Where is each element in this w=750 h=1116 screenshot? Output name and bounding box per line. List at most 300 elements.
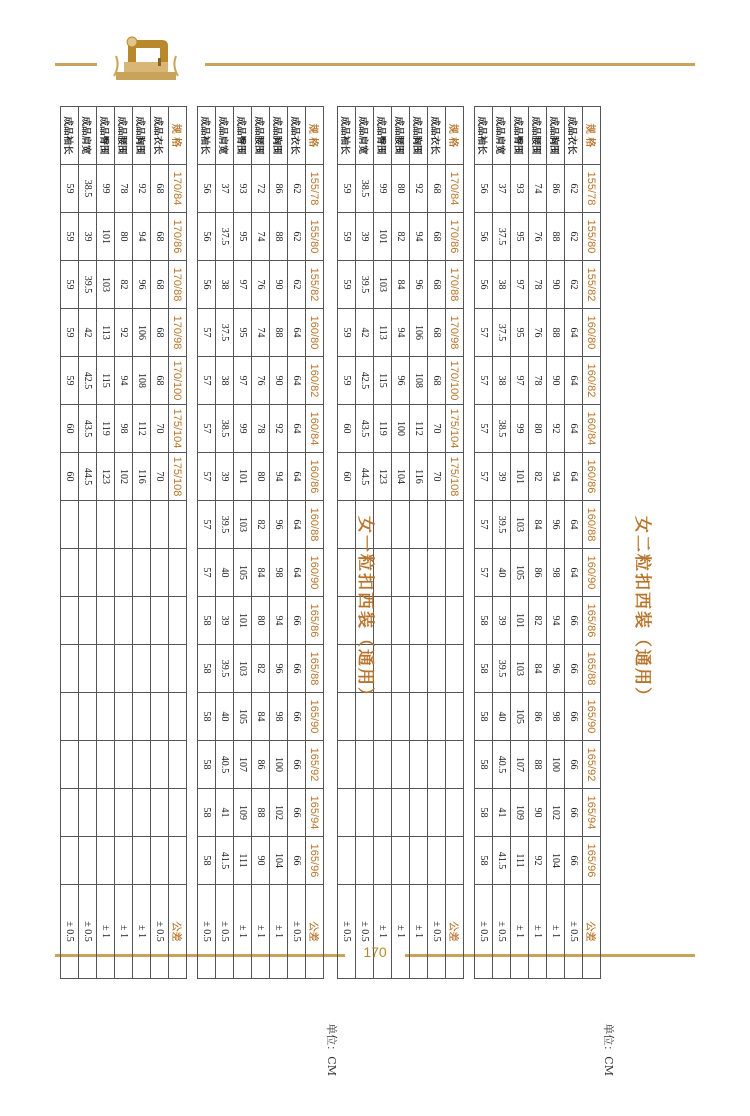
measurement-value — [410, 549, 428, 597]
measurement-value: 90 — [270, 357, 288, 405]
measurement-label: 成品衣长 — [428, 107, 446, 165]
measurement-value: 97 — [511, 357, 529, 405]
measurement-label: 成品腰围 — [252, 107, 270, 165]
measurement-label: 成品臀围 — [511, 107, 529, 165]
size-header-cell — [446, 501, 464, 549]
measurement-value: 96 — [270, 645, 288, 693]
measurement-value: 94 — [392, 309, 410, 357]
measurement-label: 成品衣长 — [288, 107, 306, 165]
measurement-value: 42 — [79, 309, 97, 357]
tolerance-value: ± 0.5 — [151, 885, 169, 979]
measurement-value — [97, 789, 115, 837]
measurement-value: 97 — [234, 357, 252, 405]
measurement-value: 90 — [270, 261, 288, 309]
measurement-value: 106 — [410, 309, 428, 357]
measurement-value: 92 — [115, 309, 133, 357]
measurement-value: 66 — [288, 645, 306, 693]
measurement-value: 72 — [252, 165, 270, 213]
size-header-cell: 160/82 — [583, 357, 601, 405]
measurement-value: 103 — [511, 501, 529, 549]
measurement-label: 成品肩宽 — [79, 107, 97, 165]
measurement-value: 39.5 — [216, 645, 234, 693]
measurement-value — [133, 597, 151, 645]
tolerance-header-cell: 公差 — [169, 885, 187, 979]
measurement-row — [428, 107, 446, 979]
measurement-value: 68 — [428, 165, 446, 213]
measurement-value: 76 — [252, 357, 270, 405]
measurement-value: 107 — [511, 741, 529, 789]
measurement-value: 90 — [252, 837, 270, 885]
tolerance-value: ± 1 — [392, 885, 410, 979]
measurement-value: 66 — [565, 645, 583, 693]
measurement-value — [151, 645, 169, 693]
tolerance-value: ± 0.5 — [79, 885, 97, 979]
measurement-value: 102 — [547, 789, 565, 837]
measurement-row — [198, 107, 216, 979]
size-header-cell: 165/94 — [583, 789, 601, 837]
measurement-row — [97, 107, 115, 979]
measurement-value: 38.5 — [356, 165, 374, 213]
measurement-value: 76 — [252, 261, 270, 309]
measurement-value — [151, 501, 169, 549]
measurement-value: 58 — [198, 837, 216, 885]
measurement-value: 70 — [428, 405, 446, 453]
measurement-value: 84 — [252, 693, 270, 741]
measurement-value: 84 — [529, 645, 547, 693]
measurement-value: 113 — [374, 309, 392, 357]
tolerance-value: ± 1 — [374, 885, 392, 979]
tolerance-value: ± 1 — [410, 885, 428, 979]
measurement-value — [151, 837, 169, 885]
panel-one-button-suit — [62, 106, 380, 1116]
measurement-value: 88 — [529, 741, 547, 789]
measurement-value: 57 — [475, 357, 493, 405]
measurement-value — [428, 837, 446, 885]
measurement-value: 57 — [475, 549, 493, 597]
tolerance-value: ± 1 — [529, 885, 547, 979]
measurement-value — [115, 741, 133, 789]
measurement-value: 37.5 — [493, 213, 511, 261]
measurement-label: 成品胸围 — [547, 107, 565, 165]
measurement-label: 成品胸围 — [270, 107, 288, 165]
measurement-value: 88 — [252, 789, 270, 837]
measurement-value: 60 — [338, 405, 356, 453]
measurement-value: 108 — [410, 357, 428, 405]
measurement-label: 成品腰围 — [115, 107, 133, 165]
measurement-value — [392, 549, 410, 597]
size-header-cell: 160/84 — [306, 405, 324, 453]
measurement-value: 92 — [133, 165, 151, 213]
tolerance-value: ± 0.5 — [493, 885, 511, 979]
measurement-value: 105 — [234, 549, 252, 597]
measurement-value: 62 — [288, 165, 306, 213]
measurement-value: 104 — [547, 837, 565, 885]
measurement-value: 92 — [547, 405, 565, 453]
measurement-value: 66 — [565, 693, 583, 741]
measurement-label: 成品肩宽 — [216, 107, 234, 165]
measurement-value: 123 — [97, 453, 115, 501]
measurement-value: 59 — [61, 261, 79, 309]
size-header-cell: 175/104 — [169, 405, 187, 453]
measurement-label: 成品肩宽 — [493, 107, 511, 165]
measurement-value: 59 — [338, 165, 356, 213]
measurement-value: 68 — [151, 165, 169, 213]
measurement-row — [115, 107, 133, 979]
measurement-value: 39 — [79, 213, 97, 261]
measurement-value — [428, 789, 446, 837]
measurement-label: 成品胸围 — [410, 107, 428, 165]
measurement-label: 成品衣长 — [151, 107, 169, 165]
measurement-value — [410, 789, 428, 837]
measurement-value: 38.5 — [216, 405, 234, 453]
measurement-value: 70 — [151, 453, 169, 501]
tolerance-value: ± 1 — [270, 885, 288, 979]
measurement-value: 98 — [270, 549, 288, 597]
measurement-value: 78 — [252, 405, 270, 453]
measurement-value: 119 — [97, 405, 115, 453]
measurement-label: 成品袖长 — [475, 107, 493, 165]
measurement-value: 88 — [270, 213, 288, 261]
measurement-value: 74 — [252, 213, 270, 261]
tolerance-value: ± 1 — [234, 885, 252, 979]
measurement-value: 59 — [338, 213, 356, 261]
measurement-value: 40 — [216, 549, 234, 597]
measurement-value: 59 — [338, 357, 356, 405]
measurement-value — [410, 597, 428, 645]
measurement-row — [392, 107, 410, 979]
size-header-cell: 165/88 — [583, 645, 601, 693]
tolerance-value: ± 0.5 — [428, 885, 446, 979]
measurement-value: 94 — [270, 597, 288, 645]
size-header-cell: 160/84 — [583, 405, 601, 453]
measurement-value: 42.5 — [356, 357, 374, 405]
measurement-value: 58 — [475, 741, 493, 789]
measurement-value: 58 — [475, 789, 493, 837]
measurement-value: 115 — [374, 357, 392, 405]
size-header-cell: 165/88 — [306, 645, 324, 693]
measurement-value: 58 — [198, 597, 216, 645]
measurement-value: 84 — [392, 261, 410, 309]
measurement-value: 38 — [216, 357, 234, 405]
measurement-value: 95 — [234, 213, 252, 261]
measurement-value: 100 — [392, 405, 410, 453]
measurement-value: 123 — [374, 453, 392, 501]
measurement-row — [547, 107, 565, 979]
size-header-cell: 155/80 — [583, 213, 601, 261]
measurement-value: 68 — [428, 357, 446, 405]
measurement-value: 38 — [216, 261, 234, 309]
measurement-value: 112 — [133, 405, 151, 453]
measurement-value — [79, 501, 97, 549]
size-header-cell: 170/100 — [446, 357, 464, 405]
measurement-value: 43.5 — [79, 405, 97, 453]
measurement-value: 88 — [547, 213, 565, 261]
size-header-cell: 165/94 — [306, 789, 324, 837]
measurement-value: 68 — [428, 309, 446, 357]
measurement-value: 80 — [252, 597, 270, 645]
measurement-value: 90 — [547, 261, 565, 309]
measurement-value: 108 — [133, 357, 151, 405]
measurement-value: 78 — [529, 261, 547, 309]
size-header-cell: 160/90 — [583, 549, 601, 597]
measurement-value: 94 — [115, 357, 133, 405]
measurement-value: 66 — [565, 789, 583, 837]
measurement-value: 57 — [198, 453, 216, 501]
measurement-value — [428, 645, 446, 693]
measurement-value: 80 — [115, 213, 133, 261]
measurement-value: 76 — [529, 309, 547, 357]
measurement-value: 103 — [234, 645, 252, 693]
measurement-value: 64 — [288, 357, 306, 405]
size-header-cell — [446, 741, 464, 789]
measurement-value: 68 — [151, 213, 169, 261]
measurement-value: 58 — [475, 645, 493, 693]
measurement-value — [428, 501, 446, 549]
spec-header-cell: 规 格 — [446, 107, 464, 165]
size-header-cell: 155/78 — [306, 165, 324, 213]
measurement-value: 103 — [97, 261, 115, 309]
measurement-value: 39 — [216, 453, 234, 501]
size-header-cell: 165/90 — [306, 693, 324, 741]
measurement-value — [61, 549, 79, 597]
measurement-value: 96 — [392, 357, 410, 405]
measurement-value — [115, 501, 133, 549]
measurement-value: 38 — [493, 357, 511, 405]
measurement-value: 40.5 — [216, 741, 234, 789]
tolerance-value: ± 1 — [115, 885, 133, 979]
measurement-value: 97 — [511, 261, 529, 309]
measurement-value: 111 — [234, 837, 252, 885]
measurement-value: 39 — [216, 597, 234, 645]
measurement-value: 38 — [493, 261, 511, 309]
measurement-value: 68 — [428, 261, 446, 309]
measurement-value: 95 — [511, 213, 529, 261]
measurement-label: 成品臀围 — [234, 107, 252, 165]
measurement-value: 41.5 — [493, 837, 511, 885]
tolerance-header-cell: 公差 — [583, 885, 601, 979]
measurement-value: 101 — [97, 213, 115, 261]
measurement-value — [410, 693, 428, 741]
measurement-value — [133, 789, 151, 837]
tolerance-value: ± 1 — [252, 885, 270, 979]
measurement-value: 105 — [511, 549, 529, 597]
measurement-value: 59 — [61, 309, 79, 357]
measurement-value: 39.5 — [216, 501, 234, 549]
spacer-cell — [464, 107, 475, 979]
tolerance-value: ± 0.5 — [288, 885, 306, 979]
measurement-value: 74 — [252, 309, 270, 357]
measurement-value: 70 — [151, 405, 169, 453]
size-header-cell — [169, 741, 187, 789]
measurement-value — [61, 693, 79, 741]
measurement-value: 104 — [392, 453, 410, 501]
measurement-value: 58 — [475, 693, 493, 741]
measurement-value: 57 — [475, 405, 493, 453]
measurement-value: 82 — [115, 261, 133, 309]
measurement-row — [565, 107, 583, 979]
measurement-value — [115, 693, 133, 741]
size-header-cell: 170/98 — [169, 309, 187, 357]
tolerance-value: ± 0.5 — [216, 885, 234, 979]
sewing-machine-logo-icon — [110, 32, 182, 84]
measurement-value: 86 — [529, 693, 547, 741]
measurement-value — [61, 645, 79, 693]
measurement-value: 57 — [198, 357, 216, 405]
measurement-value: 57 — [198, 501, 216, 549]
measurement-row — [475, 107, 493, 979]
measurement-value: 101 — [511, 597, 529, 645]
measurement-row — [133, 107, 151, 979]
size-header-cell: 170/98 — [446, 309, 464, 357]
measurement-value: 62 — [565, 165, 583, 213]
measurement-value — [115, 597, 133, 645]
measurement-value: 42 — [356, 309, 374, 357]
measurement-value: 56 — [475, 261, 493, 309]
measurement-value: 96 — [547, 501, 565, 549]
measurement-value: 68 — [428, 213, 446, 261]
measurement-value: 59 — [338, 309, 356, 357]
measurement-value — [97, 693, 115, 741]
measurement-value: 39.5 — [493, 501, 511, 549]
measurement-value: 58 — [198, 789, 216, 837]
measurement-value: 101 — [511, 453, 529, 501]
size-header-cell — [446, 837, 464, 885]
measurement-value: 103 — [374, 261, 392, 309]
measurement-value: 62 — [288, 213, 306, 261]
measurement-value — [392, 501, 410, 549]
measurement-value: 57 — [198, 309, 216, 357]
measurement-value: 41 — [493, 789, 511, 837]
spec-header-cell: 规 格 — [583, 107, 601, 165]
measurement-value: 82 — [529, 453, 547, 501]
measurement-value — [392, 789, 410, 837]
measurement-value — [79, 693, 97, 741]
size-table — [60, 106, 324, 979]
measurement-value: 102 — [115, 453, 133, 501]
measurement-value — [79, 645, 97, 693]
size-header-cell: 160/80 — [583, 309, 601, 357]
size-header-cell — [169, 645, 187, 693]
measurement-value: 96 — [410, 261, 428, 309]
measurement-value: 66 — [288, 741, 306, 789]
measurement-value: 103 — [511, 645, 529, 693]
measurement-value: 66 — [565, 597, 583, 645]
measurement-label: 成品胸围 — [133, 107, 151, 165]
measurement-value — [410, 837, 428, 885]
spec-header-cell: 规 格 — [306, 107, 324, 165]
measurement-value — [133, 645, 151, 693]
size-header-cell: 175/108 — [446, 453, 464, 501]
measurement-value: 58 — [198, 693, 216, 741]
measurement-value: 37 — [216, 165, 234, 213]
measurement-value: 105 — [234, 693, 252, 741]
measurement-value: 64 — [288, 453, 306, 501]
measurement-row — [493, 107, 511, 979]
measurement-value — [392, 741, 410, 789]
size-header-cell: 155/82 — [583, 261, 601, 309]
measurement-value: 88 — [270, 309, 288, 357]
measurement-value — [97, 501, 115, 549]
measurement-label: 成品衣长 — [565, 107, 583, 165]
measurement-row — [234, 107, 252, 979]
measurement-value: 96 — [133, 261, 151, 309]
measurement-value: 37 — [493, 165, 511, 213]
measurement-value: 84 — [252, 549, 270, 597]
size-header-cell — [169, 837, 187, 885]
measurement-value — [97, 645, 115, 693]
tolerance-value: ± 0.5 — [565, 885, 583, 979]
measurement-value: 57 — [198, 549, 216, 597]
measurement-value: 39 — [356, 213, 374, 261]
measurement-value — [428, 693, 446, 741]
measurement-value: 100 — [270, 741, 288, 789]
measurement-value: 98 — [270, 693, 288, 741]
size-header-cell — [169, 501, 187, 549]
size-header-cell: 165/86 — [306, 597, 324, 645]
measurement-value: 70 — [428, 453, 446, 501]
measurement-value: 40 — [216, 693, 234, 741]
measurement-value: 92 — [529, 837, 547, 885]
measurement-label: 成品肩宽 — [356, 107, 374, 165]
spec-header-cell: 规 格 — [169, 107, 187, 165]
measurement-value: 39.5 — [493, 645, 511, 693]
measurement-value: 92 — [410, 165, 428, 213]
measurement-value: 105 — [511, 693, 529, 741]
size-header-cell: 165/90 — [583, 693, 601, 741]
measurement-value: 57 — [198, 405, 216, 453]
measurement-value: 86 — [270, 165, 288, 213]
size-header-cell: 155/78 — [583, 165, 601, 213]
measurement-value — [97, 837, 115, 885]
measurement-value: 40 — [493, 693, 511, 741]
measurement-value — [115, 549, 133, 597]
measurement-value — [61, 789, 79, 837]
measurement-value: 74 — [529, 165, 547, 213]
measurement-value: 66 — [565, 837, 583, 885]
measurement-value: 103 — [234, 501, 252, 549]
measurement-value: 116 — [410, 453, 428, 501]
measurement-value: 90 — [529, 789, 547, 837]
measurement-value: 80 — [252, 453, 270, 501]
measurement-value — [392, 645, 410, 693]
measurement-value: 94 — [410, 213, 428, 261]
size-header-cell — [446, 789, 464, 837]
measurement-value: 64 — [565, 309, 583, 357]
measurement-value: 96 — [547, 645, 565, 693]
tolerance-value: ± 1 — [97, 885, 115, 979]
measurement-value: 113 — [97, 309, 115, 357]
measurement-value — [133, 741, 151, 789]
tolerance-value: ± 0.5 — [338, 885, 356, 979]
measurement-value: 101 — [374, 213, 392, 261]
measurement-value: 68 — [151, 309, 169, 357]
measurement-value: 59 — [338, 261, 356, 309]
measurement-value — [61, 837, 79, 885]
measurement-value: 57 — [475, 309, 493, 357]
measurement-label: 成品袖长 — [61, 107, 79, 165]
measurement-value: 94 — [547, 453, 565, 501]
size-header-cell: 160/90 — [306, 549, 324, 597]
measurement-value: 106 — [133, 309, 151, 357]
measurement-row — [151, 107, 169, 979]
measurement-value: 39 — [493, 597, 511, 645]
measurement-value — [392, 597, 410, 645]
measurement-value: 76 — [529, 213, 547, 261]
size-table-body — [61, 107, 324, 979]
measurement-value — [133, 501, 151, 549]
measurement-value — [79, 789, 97, 837]
measurement-value: 64 — [565, 453, 583, 501]
